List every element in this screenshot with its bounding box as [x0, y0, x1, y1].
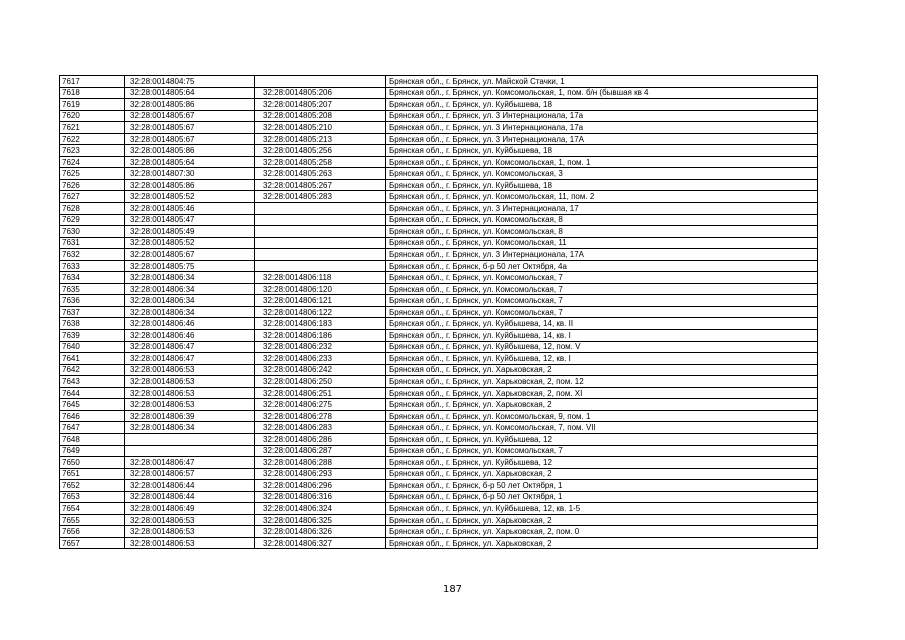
address-cell: Брянская обл., г. Брянск, б-р 50 лет Октября, 1: [386, 491, 818, 503]
object-cadastral-number-cell: [255, 203, 386, 215]
cadastral-number-cell: 32:28:0014805:52: [125, 237, 255, 249]
row-number-cell: 7639: [60, 330, 125, 342]
table-row: [60, 122, 818, 134]
cadastral-number-cell: 32:28:0014805:86: [125, 179, 255, 191]
row-number-cell: 7620: [60, 110, 125, 122]
object-cadastral-number-cell: 32:28:0014806:293: [255, 468, 386, 480]
table-row: [60, 272, 818, 284]
address-cell: Брянская обл., г. Брянск, ул. Комсомольская, 3: [386, 168, 818, 180]
cadastral-number-cell: 32:28:0014805:49: [125, 226, 255, 238]
row-number-cell: 7626: [60, 179, 125, 191]
object-cadastral-number-cell: 32:28:0014806:250: [255, 376, 386, 388]
address-cell: Брянская обл., г. Брянск, ул. Майской Стачки, 1: [386, 76, 818, 88]
table-row: [60, 87, 818, 99]
address-cell: Брянская обл., г. Брянск, ул. 3 Интернационала, 17: [386, 203, 818, 215]
table-row: [60, 491, 818, 503]
cadastral-number-cell: 32:28:0014806:47: [125, 353, 255, 365]
address-cell: Брянская обл., г. Брянск, ул. Комсомольская, 11: [386, 237, 818, 249]
address-cell: Брянская обл., г. Брянск, ул. Комсомольская, 1, пом. б/н (бывшая кв 4: [386, 87, 818, 99]
cadastral-number-cell: 32:28:0014805:67: [125, 110, 255, 122]
row-number-cell: 7653: [60, 491, 125, 503]
address-cell: Брянская обл., г. Брянск, ул. Куйбышева, 18: [386, 179, 818, 191]
row-number-cell: 7633: [60, 260, 125, 272]
object-cadastral-number-cell: 32:28:0014806:324: [255, 503, 386, 515]
address-cell: Брянская обл., г. Брянск, ул. Комсомольская, 8: [386, 214, 818, 226]
cadastral-number-cell: 32:28:0014806:34: [125, 272, 255, 284]
cadastral-number-cell: 32:28:0014806:44: [125, 480, 255, 492]
row-number-cell: 7650: [60, 457, 125, 469]
row-number-cell: 7645: [60, 399, 125, 411]
table-row: [60, 514, 818, 526]
address-cell: Брянская обл., г. Брянск, ул. Харьковская, 2: [386, 537, 818, 549]
row-number-cell: 7654: [60, 503, 125, 515]
address-cell: Брянская обл., г. Брянск, ул. Куйбышева, 14, кв. I: [386, 330, 818, 342]
object-cadastral-number-cell: 32:28:0014805:206: [255, 87, 386, 99]
object-cadastral-number-cell: [255, 76, 386, 88]
address-cell: Брянская обл., г. Брянск, ул. Куйбышева, 12, кв. 1-5: [386, 503, 818, 515]
address-cell: Брянская обл., г. Брянск, ул. Харьковская, 2, пом. XI: [386, 387, 818, 399]
row-number-cell: 7647: [60, 422, 125, 434]
table-row: [60, 226, 818, 238]
cadastral-number-cell: 32:28:0014805:47: [125, 214, 255, 226]
row-number-cell: 7623: [60, 145, 125, 157]
row-number-cell: 7646: [60, 410, 125, 422]
table-row: [60, 468, 818, 480]
cadastral-number-cell: 32:28:0014806:53: [125, 399, 255, 411]
address-cell: Брянская обл., г. Брянск, ул. Харьковская, 2: [386, 399, 818, 411]
address-cell: Брянская обл., г. Брянск, ул. 3 Интернационала, 17а: [386, 110, 818, 122]
row-number-cell: 7618: [60, 87, 125, 99]
property-register-table: [59, 75, 818, 549]
address-cell: Брянская обл., г. Брянск, ул. Куйбышева, 12, пом. V: [386, 341, 818, 353]
object-cadastral-number-cell: 32:28:0014806:283: [255, 422, 386, 434]
object-cadastral-number-cell: 32:28:0014806:121: [255, 295, 386, 307]
address-cell: Брянская обл., г. Брянск, б-р 50 лет Октября, 4а: [386, 260, 818, 272]
table-row: [60, 191, 818, 203]
row-number-cell: 7637: [60, 306, 125, 318]
table-row: [60, 318, 818, 330]
row-number-cell: 7629: [60, 214, 125, 226]
table-row: [60, 295, 818, 307]
row-number-cell: 7644: [60, 387, 125, 399]
object-cadastral-number-cell: 32:28:0014805:208: [255, 110, 386, 122]
table-row: [60, 433, 818, 445]
cadastral-number-cell: 32:28:0014804:75: [125, 76, 255, 88]
address-cell: Брянская обл., г. Брянск, ул. Куйбышева, 12: [386, 457, 818, 469]
cadastral-number-cell: [125, 445, 255, 457]
cadastral-number-cell: 32:28:0014807:30: [125, 168, 255, 180]
cadastral-number-cell: 32:28:0014806:49: [125, 503, 255, 515]
table-row: [60, 168, 818, 180]
table-row: [60, 330, 818, 342]
address-cell: Брянская обл., г. Брянск, ул. 3 Интернационала, 17а: [386, 122, 818, 134]
object-cadastral-number-cell: 32:28:0014806:275: [255, 399, 386, 411]
object-cadastral-number-cell: 32:28:0014806:327: [255, 537, 386, 549]
object-cadastral-number-cell: 32:28:0014806:242: [255, 364, 386, 376]
object-cadastral-number-cell: 32:28:0014805:267: [255, 179, 386, 191]
object-cadastral-number-cell: 32:28:0014806:287: [255, 445, 386, 457]
table-row: [60, 341, 818, 353]
cadastral-number-cell: 32:28:0014806:53: [125, 364, 255, 376]
object-cadastral-number-cell: 32:28:0014805:263: [255, 168, 386, 180]
address-cell: Брянская обл., г. Брянск, ул. Комсомольская, 7: [386, 306, 818, 318]
cadastral-number-cell: 32:28:0014805:64: [125, 156, 255, 168]
table-row: [60, 537, 818, 549]
table-row: [60, 214, 818, 226]
row-number-cell: 7657: [60, 537, 125, 549]
row-number-cell: 7619: [60, 99, 125, 111]
address-cell: Брянская обл., г. Брянск, ул. Харьковская, 2: [386, 468, 818, 480]
address-cell: Брянская обл., г. Брянск, ул. 3 Интернационала, 17А: [386, 133, 818, 145]
table-row: [60, 76, 818, 88]
object-cadastral-number-cell: 32:28:0014806:120: [255, 283, 386, 295]
cadastral-number-cell: 32:28:0014806:39: [125, 410, 255, 422]
object-cadastral-number-cell: 32:28:0014806:232: [255, 341, 386, 353]
cadastral-number-cell: 32:28:0014805:67: [125, 122, 255, 134]
object-cadastral-number-cell: 32:28:0014805:213: [255, 133, 386, 145]
cadastral-number-cell: 32:28:0014806:44: [125, 491, 255, 503]
object-cadastral-number-cell: [255, 260, 386, 272]
cadastral-number-cell: 32:28:0014806:47: [125, 457, 255, 469]
address-cell: Брянская обл., г. Брянск, ул. Харьковская, 2, пом. 0: [386, 526, 818, 538]
address-cell: Брянская обл., г. Брянск, ул. 3 Интернационала, 17А: [386, 249, 818, 261]
object-cadastral-number-cell: 32:28:0014806:278: [255, 410, 386, 422]
object-cadastral-number-cell: 32:28:0014806:316: [255, 491, 386, 503]
row-number-cell: 7655: [60, 514, 125, 526]
address-cell: Брянская обл., г. Брянск, ул. Комсомольская, 8: [386, 226, 818, 238]
object-cadastral-number-cell: [255, 237, 386, 249]
row-number-cell: 7630: [60, 226, 125, 238]
row-number-cell: 7624: [60, 156, 125, 168]
row-number-cell: 7621: [60, 122, 125, 134]
table-row: [60, 249, 818, 261]
row-number-cell: 7640: [60, 341, 125, 353]
table-row: [60, 179, 818, 191]
row-number-cell: 7625: [60, 168, 125, 180]
row-number-cell: 7636: [60, 295, 125, 307]
table-row: [60, 283, 818, 295]
object-cadastral-number-cell: 32:28:0014806:296: [255, 480, 386, 492]
address-cell: Брянская обл., г. Брянск, ул. Комсомольская, 11, пом. 2: [386, 191, 818, 203]
address-cell: Брянская обл., г. Брянск, ул. Комсомольская, 1, пом. 1: [386, 156, 818, 168]
cadastral-number-cell: 32:28:0014806:46: [125, 318, 255, 330]
table-row: [60, 99, 818, 111]
row-number-cell: 7634: [60, 272, 125, 284]
cadastral-number-cell: 32:28:0014806:53: [125, 537, 255, 549]
table-row: [60, 422, 818, 434]
table-row: [60, 503, 818, 515]
page-number: 187: [442, 584, 463, 595]
table-row: [60, 156, 818, 168]
table-row: [60, 410, 818, 422]
cadastral-number-cell: 32:28:0014806:53: [125, 387, 255, 399]
address-cell: Брянская обл., г. Брянск, ул. Комсомольская, 7, пом. VII: [386, 422, 818, 434]
address-cell: Брянская обл., г. Брянск, ул. Харьковская, 2: [386, 514, 818, 526]
cadastral-number-cell: 32:28:0014805:52: [125, 191, 255, 203]
object-cadastral-number-cell: [255, 214, 386, 226]
row-number-cell: 7643: [60, 376, 125, 388]
address-cell: Брянская обл., г. Брянск, ул. Куйбышева, 14, кв. II: [386, 318, 818, 330]
object-cadastral-number-cell: [255, 249, 386, 261]
object-cadastral-number-cell: 32:28:0014805:256: [255, 145, 386, 157]
table-row: [60, 364, 818, 376]
table-row: [60, 110, 818, 122]
cadastral-number-cell: 32:28:0014806:53: [125, 526, 255, 538]
cadastral-number-cell: 32:28:0014805:67: [125, 249, 255, 261]
object-cadastral-number-cell: 32:28:0014806:288: [255, 457, 386, 469]
table-row: [60, 399, 818, 411]
cadastral-number-cell: 32:28:0014806:34: [125, 422, 255, 434]
row-number-cell: 7628: [60, 203, 125, 215]
cadastral-number-cell: 32:28:0014805:86: [125, 145, 255, 157]
table-row: [60, 480, 818, 492]
object-cadastral-number-cell: 32:28:0014806:233: [255, 353, 386, 365]
address-cell: Брянская обл., г. Брянск, ул. Комсомольская, 9, пом. 1: [386, 410, 818, 422]
object-cadastral-number-cell: 32:28:0014806:118: [255, 272, 386, 284]
cadastral-number-cell: 32:28:0014806:57: [125, 468, 255, 480]
table-row: [60, 445, 818, 457]
table-row: [60, 526, 818, 538]
object-cadastral-number-cell: 32:28:0014806:186: [255, 330, 386, 342]
row-number-cell: 7617: [60, 76, 125, 88]
row-number-cell: 7649: [60, 445, 125, 457]
object-cadastral-number-cell: 32:28:0014806:251: [255, 387, 386, 399]
register-table-body: [60, 76, 818, 549]
address-cell: Брянская обл., г. Брянск, ул. Комсомольская, 7: [386, 272, 818, 284]
table-row: [60, 376, 818, 388]
object-cadastral-number-cell: 32:28:0014806:286: [255, 433, 386, 445]
cadastral-number-cell: [125, 433, 255, 445]
row-number-cell: 7627: [60, 191, 125, 203]
table-row: [60, 133, 818, 145]
object-cadastral-number-cell: 32:28:0014805:210: [255, 122, 386, 134]
row-number-cell: 7656: [60, 526, 125, 538]
table-row: [60, 306, 818, 318]
address-cell: Брянская обл., г. Брянск, ул. Куйбышева, 12: [386, 433, 818, 445]
table-row: [60, 145, 818, 157]
address-cell: Брянская обл., г. Брянск, ул. Комсомольская, 7: [386, 283, 818, 295]
address-cell: Брянская обл., г. Брянск, ул. Харьковская, 2: [386, 364, 818, 376]
row-number-cell: 7631: [60, 237, 125, 249]
address-cell: Брянская обл., г. Брянск, б-р 50 лет Октября, 1: [386, 480, 818, 492]
cadastral-number-cell: 32:28:0014806:47: [125, 341, 255, 353]
row-number-cell: 7642: [60, 364, 125, 376]
address-cell: Брянская обл., г. Брянск, ул. Куйбышева, 18: [386, 145, 818, 157]
address-cell: Брянская обл., г. Брянск, ул. Харьковская, 2, пом. 12: [386, 376, 818, 388]
cadastral-number-cell: 32:28:0014805:46: [125, 203, 255, 215]
address-cell: Брянская обл., г. Брянск, ул. Куйбышева, 18: [386, 99, 818, 111]
cadastral-number-cell: 32:28:0014806:34: [125, 306, 255, 318]
row-number-cell: 7651: [60, 468, 125, 480]
cadastral-number-cell: 32:28:0014805:75: [125, 260, 255, 272]
cadastral-number-cell: 32:28:0014806:34: [125, 283, 255, 295]
cadastral-number-cell: 32:28:0014806:34: [125, 295, 255, 307]
object-cadastral-number-cell: 32:28:0014805:283: [255, 191, 386, 203]
table-row: [60, 387, 818, 399]
object-cadastral-number-cell: 32:28:0014806:325: [255, 514, 386, 526]
object-cadastral-number-cell: 32:28:0014806:122: [255, 306, 386, 318]
table-row: [60, 237, 818, 249]
cadastral-number-cell: 32:28:0014805:64: [125, 87, 255, 99]
row-number-cell: 7638: [60, 318, 125, 330]
cadastral-number-cell: 32:28:0014806:46: [125, 330, 255, 342]
table-row: [60, 457, 818, 469]
cadastral-number-cell: 32:28:0014806:53: [125, 514, 255, 526]
object-cadastral-number-cell: 32:28:0014806:183: [255, 318, 386, 330]
object-cadastral-number-cell: 32:28:0014805:207: [255, 99, 386, 111]
row-number-cell: 7652: [60, 480, 125, 492]
row-number-cell: 7622: [60, 133, 125, 145]
address-cell: Брянская обл., г. Брянск, ул. Комсомольская, 7: [386, 445, 818, 457]
row-number-cell: 7632: [60, 249, 125, 261]
address-cell: Брянская обл., г. Брянск, ул. Куйбышева, 12, кв. I: [386, 353, 818, 365]
cadastral-number-cell: 32:28:0014806:53: [125, 376, 255, 388]
object-cadastral-number-cell: [255, 226, 386, 238]
cadastral-number-cell: 32:28:0014805:86: [125, 99, 255, 111]
cadastral-number-cell: 32:28:0014805:67: [125, 133, 255, 145]
row-number-cell: 7648: [60, 433, 125, 445]
table-row: [60, 203, 818, 215]
object-cadastral-number-cell: 32:28:0014806:326: [255, 526, 386, 538]
address-cell: Брянская обл., г. Брянск, ул. Комсомольская, 7: [386, 295, 818, 307]
table-row: [60, 260, 818, 272]
row-number-cell: 7635: [60, 283, 125, 295]
row-number-cell: 7641: [60, 353, 125, 365]
table-row: [60, 353, 818, 365]
object-cadastral-number-cell: 32:28:0014805:258: [255, 156, 386, 168]
